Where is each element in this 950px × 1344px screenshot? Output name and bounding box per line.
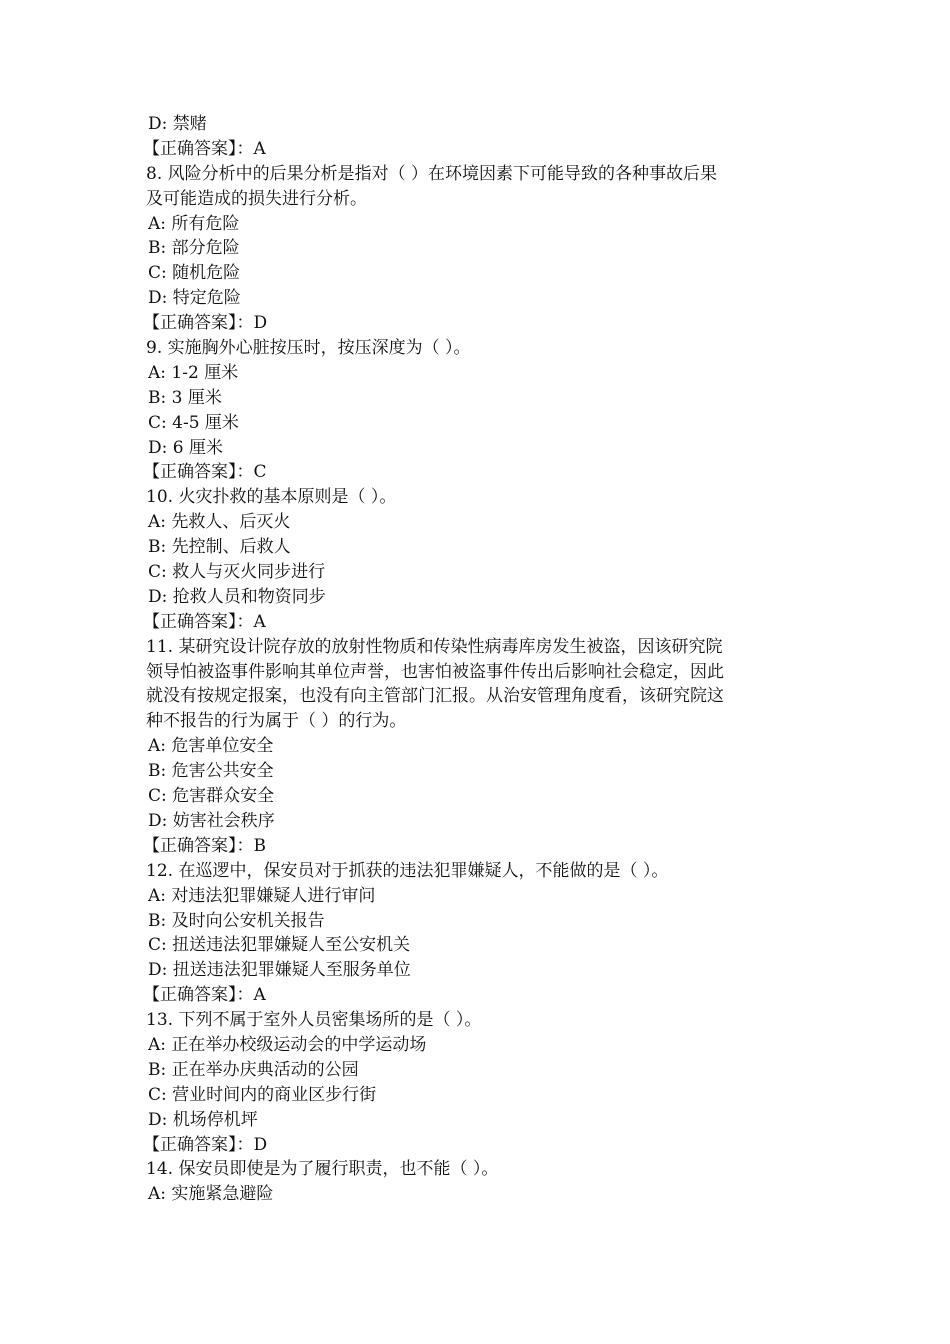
answer-option: A: 所有危险: [148, 213, 240, 234]
question-text-line: 8. 风险分析中的后果分析是指对（ ）在环境因素下可能导致的各种事故后果: [146, 163, 718, 184]
correct-answer: 【正确答案】：B: [143, 835, 266, 856]
answer-option: A: 1-2 厘米: [148, 362, 239, 383]
question-text-line: 13. 下列不属于室外人员密集场所的是（ ）。: [146, 1010, 482, 1031]
answer-option: A: 实施紧急避险: [148, 1184, 274, 1205]
answer-option: C: 扭送违法犯罪嫌疑人至公安机关: [148, 935, 411, 956]
question-block: [143, 336, 806, 485]
question-block: [143, 162, 806, 336]
document-page: [143, 112, 806, 1207]
answer-option: D: 扭送违法犯罪嫌疑人至服务单位: [148, 960, 411, 981]
correct-answer: 【正确答案】：D: [143, 1134, 268, 1155]
answer-option: B: 正在举办庆典活动的公园: [148, 1059, 359, 1080]
answer-option: B: 先控制、后救人: [148, 537, 291, 558]
answer-option: D: 特定危险: [148, 288, 241, 309]
answer-option: D: 妨害社会秩序: [148, 810, 275, 831]
answer-option: C: 随机危险: [148, 263, 241, 284]
answer-option: D: 6 厘米: [148, 437, 223, 458]
correct-answer: 【正确答案】：C: [143, 462, 267, 483]
answer-option: B: 及时向公安机关报告: [148, 910, 325, 931]
answer-option: C: 救人与灭火同步进行: [148, 562, 326, 583]
question-block: [146, 1157, 806, 1207]
question-block: [143, 485, 806, 634]
question-text-line: 14. 保安员即使是为了履行职责，也不能（ ）。: [146, 1159, 499, 1180]
correct-answer: 【正确答案】：D: [143, 313, 268, 334]
question-text-line: 及可能造成的损失进行分析。: [146, 188, 367, 209]
answer-option: B: 3 厘米: [148, 387, 222, 408]
answer-option: C: 危害群众安全: [148, 786, 275, 807]
question-text-line: 就没有按规定报案，也没有向主管部门汇报。从治安管理角度看，该研究院这: [146, 686, 724, 707]
answer-line: 【正确答案】：A: [143, 138, 266, 159]
question-text-line: 12. 在巡逻中，保安员对于抓获的违法犯罪嫌疑人，不能做的是（ ）。: [146, 860, 669, 881]
answer-option: B: 危害公共安全: [148, 761, 274, 782]
question-text-line: 10. 火灾扑救的基本原则是（ ）。: [146, 487, 397, 508]
answer-option: A: 危害单位安全: [148, 736, 274, 757]
question-text-line: 种不报告的行为属于（ ）的行为。: [146, 711, 407, 732]
question-text-line: 11. 某研究设计院存放的放射性物质和传染性病毒库房发生被盗，因该研究院: [146, 636, 723, 657]
correct-answer: 【正确答案】：A: [143, 985, 266, 1006]
answer-option: A: 对违法犯罪嫌疑人进行审问: [148, 885, 376, 906]
answer-option: D: 抢救人员和物资同步: [148, 586, 326, 607]
answer-option: D: 机场停机坪: [148, 1109, 258, 1130]
question-text-line: 领导怕被盗事件影响其单位声誉，也害怕被盗事件传出后影响社会稳定，因此: [146, 661, 724, 682]
answer-option: A: 正在举办校级运动会的中学运动场: [148, 1034, 427, 1055]
question-text-line: 9. 实施胸外心脏按压时，按压深度为（ ）。: [146, 338, 471, 359]
question-block: [143, 859, 806, 1008]
option-d: D: 禁赌: [148, 114, 207, 134]
question-list: [143, 162, 806, 1207]
question-block: [143, 635, 806, 859]
answer-option: C: 营业时间内的商业区步行街: [148, 1084, 377, 1105]
answer-option: A: 先救人、后灭火: [148, 512, 291, 533]
correct-answer: 【正确答案】：A: [143, 611, 266, 632]
answer-option: B: 部分危险: [148, 238, 240, 259]
answer-option: C: 4-5 厘米: [148, 412, 239, 433]
question-block: [143, 1008, 806, 1157]
